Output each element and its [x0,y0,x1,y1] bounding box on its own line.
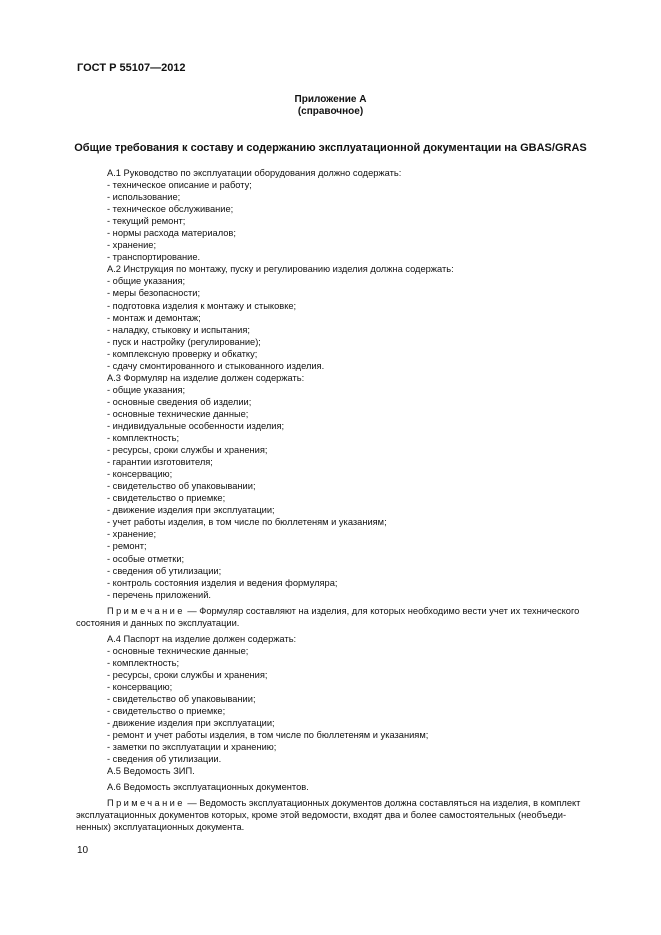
list-item: - наладку, стыковку и испытания; [107,324,250,335]
list-item: - транспортирование. [107,252,201,263]
note-2-text-line1: — Ведомость эксплуатационных документов должна составляться на изделия, в комплект [184,798,581,809]
list-item: - подготовка изделия к монтажу и стыковке; [107,300,297,311]
list-item: - перечень приложений. [107,589,211,600]
note-1 [76,605,617,629]
list-item: - свидетельство об упаковывании; [107,694,256,705]
list-item: - комплектность; [107,433,180,444]
a2-intro: А.2 Инструкция по монтажу, пуску и регулированию изделия должна содержать: [107,264,454,275]
list-item: - движение изделия при эксплуатации; [107,718,275,729]
list-item: - общие указания; [107,276,186,287]
list-item: - ремонт; [107,541,147,552]
list-item: - техническое описание и работу; [107,180,252,191]
list-item: - консервацию; [107,681,173,692]
list-item: - нормы расхода материалов; [107,228,236,239]
note-2-text-line3: ненных) эксплуатационных документа. [76,822,245,833]
list-item: - движение изделия при эксплуатации; [107,505,275,516]
list-item: - свидетельство об упаковывании; [107,481,256,492]
note-1-text-line1: — Формуляр составляют на изделия, для которых необходимо вести учет их технического [184,605,580,616]
appendix-subtitle: (справочное) [297,106,364,117]
list-item: - ремонт и учет работы изделия, в том числе по бюллетеням и указаниям; [107,730,429,741]
list-item: - сдачу смонтированного и стыкованного изделия. [107,360,325,371]
list-item: - сведения об утилизации; [107,565,222,576]
note-2-label: Примечание [107,798,185,809]
list-item: - общие указания; [107,384,186,395]
note-1-text-line2: состояния и данных по эксплуатации. [76,617,240,628]
list-item: - хранение; [107,240,157,251]
a4-intro: А.4 Паспорт на изделие должен содержать: [107,633,297,644]
a1-list [107,179,617,263]
list-item: - текущий ремонт; [107,216,186,227]
list-item: - меры безопасности; [107,288,201,299]
list-item: - особые отметки; [107,553,185,564]
a5-item: А.5 Ведомость ЗИП. [107,766,195,777]
section-title: Общие требования к составу и содержанию эксплуатационной документации на GBAS/GRAS [74,142,587,154]
list-item: - техническое обслуживание; [107,204,234,215]
list-item: - основные технические данные; [107,408,249,419]
list-item: - контроль состояния изделия и ведения формуляра; [107,577,338,588]
list-item: - использование; [107,192,181,203]
list-item: - свидетельство о приемке; [107,493,226,504]
list-item: - комплексную проверку и обкатку; [107,348,258,359]
a4-list [107,645,617,765]
list-item: - гарантии изготовителя; [107,457,213,468]
a1-intro: А.1 Руководство по эксплуатации оборудования должно содержать: [107,168,402,178]
list-item: - учет работы изделия, в том числе по бюллетеням и указаниям; [107,517,387,528]
standard-header: ГОСТ Р 55107—2012 [77,62,186,74]
page-number: 10 [77,845,89,856]
list-item: - индивидуальные особенности изделия; [107,420,285,431]
note-1-label: Примечание [107,605,185,616]
a6-item: А.6 Ведомость эксплуатационных документов. [107,782,309,793]
list-item: - свидетельство о приемке; [107,706,226,717]
note-2-text-line2: эксплуатационных документов которых, кроме этой ведомости, входят два и более самостоятельных (необъеди- [76,810,567,821]
list-item: - ресурсы, сроки службы и хранения; [107,669,268,680]
a3-list [107,384,617,601]
list-item: - комплектность; [107,657,180,668]
list-item: - хранение; [107,529,157,540]
document-body [76,167,617,834]
list-item: - пуск и настройку (регулирование); [107,336,261,347]
a2-list [107,275,617,371]
note-2 [76,797,617,833]
appendix-title: Приложение А [294,94,367,105]
list-item: - ресурсы, сроки службы и хранения; [107,445,268,456]
list-item: - консервацию; [107,469,173,480]
list-item: - основные технические данные; [107,645,249,656]
list-item: - заметки по эксплуатации и хранению; [107,742,277,753]
list-item: - основные сведения об изделии; [107,396,252,407]
list-item: - сведения об утилизации. [107,754,222,765]
list-item: - монтаж и демонтаж; [107,312,201,323]
a3-intro: А.3 Формуляр на изделие должен содержать: [107,372,305,383]
